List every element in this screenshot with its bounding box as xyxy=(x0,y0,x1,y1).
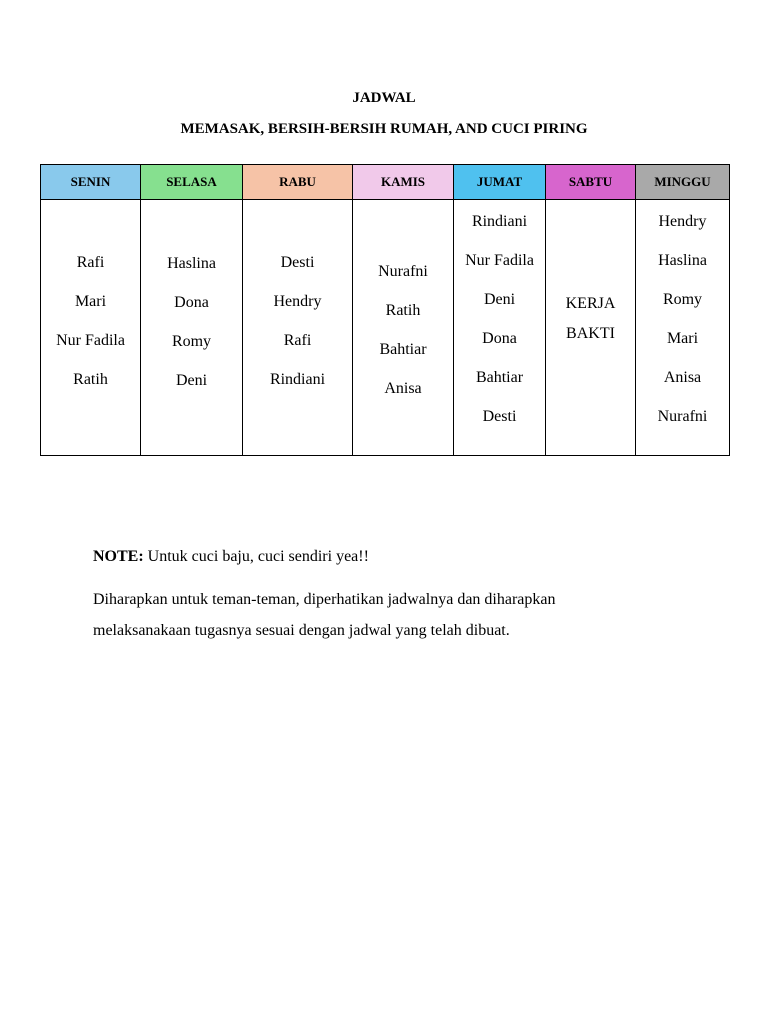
day-header-minggu: MINGGU xyxy=(636,165,730,200)
page-title: JADWAL xyxy=(352,90,416,106)
name-item: Deni xyxy=(175,372,208,389)
name-item: Romy xyxy=(171,333,212,350)
name-item: KERJA xyxy=(565,295,616,312)
day-header-rabu: RABU xyxy=(243,165,353,200)
name-item: Desti xyxy=(482,408,517,425)
paragraph-line: Diharapkan untuk teman-teman, diperhatikan jadwalnya dan diharapkan xyxy=(93,591,556,608)
name-item: Rafi xyxy=(76,254,105,271)
name-item: Anisa xyxy=(384,380,422,397)
name-item: Ratih xyxy=(73,371,108,388)
day-cell-jumat xyxy=(454,200,546,456)
name-item: Dona xyxy=(174,294,209,311)
name-item: Anisa xyxy=(663,369,702,386)
schedule-table xyxy=(40,164,730,456)
name-list xyxy=(353,252,453,408)
name-item: Rafi xyxy=(283,332,312,349)
day-header-sabtu: SABTU xyxy=(546,165,636,200)
name-item: Romy xyxy=(662,291,703,308)
name-item: Nurafni xyxy=(657,408,708,425)
name-item: Hendry xyxy=(658,213,707,230)
name-list xyxy=(546,289,635,349)
day-header-jumat: JUMAT xyxy=(454,165,546,200)
name-item: Haslina xyxy=(658,252,707,269)
name-item: Ratih xyxy=(385,302,421,319)
note xyxy=(93,546,369,568)
day-cell-sabtu xyxy=(546,200,636,456)
name-item: Rindiani xyxy=(269,371,326,388)
day-header-kamis: KAMIS xyxy=(353,165,454,200)
name-list xyxy=(636,202,729,436)
name-item: BAKTI xyxy=(566,325,615,342)
name-list xyxy=(41,243,140,399)
name-item: Rindiani xyxy=(471,213,528,230)
name-item: Nur Fadila xyxy=(56,332,125,349)
header-row xyxy=(41,165,730,200)
name-list xyxy=(454,202,545,436)
name-item: Nur Fadila xyxy=(465,252,534,269)
page-subtitle: MEMASAK, BERSIH-BERSIH RUMAH, AND CUCI PIRING xyxy=(180,121,588,137)
day-cell-kamis xyxy=(353,200,454,456)
name-item: Mari xyxy=(666,330,699,347)
name-list xyxy=(243,243,352,399)
note-label: NOTE: xyxy=(93,548,144,565)
paragraph-line: melaksanakaan tugasnya sesuai dengan jadwal yang telah dibuat. xyxy=(93,622,510,639)
name-item: Dona xyxy=(482,330,517,347)
day-cell-minggu xyxy=(636,200,730,456)
day-header-selasa: SELASA xyxy=(141,165,243,200)
instruction-paragraph xyxy=(93,584,693,646)
day-cell-rabu xyxy=(243,200,353,456)
name-list xyxy=(141,244,242,400)
name-item: Bahtiar xyxy=(379,341,427,358)
name-item: Desti xyxy=(280,254,315,271)
name-item: Deni xyxy=(483,291,516,308)
name-item: Bahtiar xyxy=(475,369,524,386)
name-item: Mari xyxy=(74,293,107,310)
name-item: Haslina xyxy=(167,255,216,272)
day-cell-selasa xyxy=(141,200,243,456)
day-header-senin: SENIN xyxy=(41,165,141,200)
day-cell-senin xyxy=(41,200,141,456)
name-item: Nurafni xyxy=(378,263,428,280)
names-row xyxy=(41,200,730,456)
name-item: Hendry xyxy=(273,293,322,310)
note-text: Untuk cuci baju, cuci sendiri yea!! xyxy=(143,548,369,565)
